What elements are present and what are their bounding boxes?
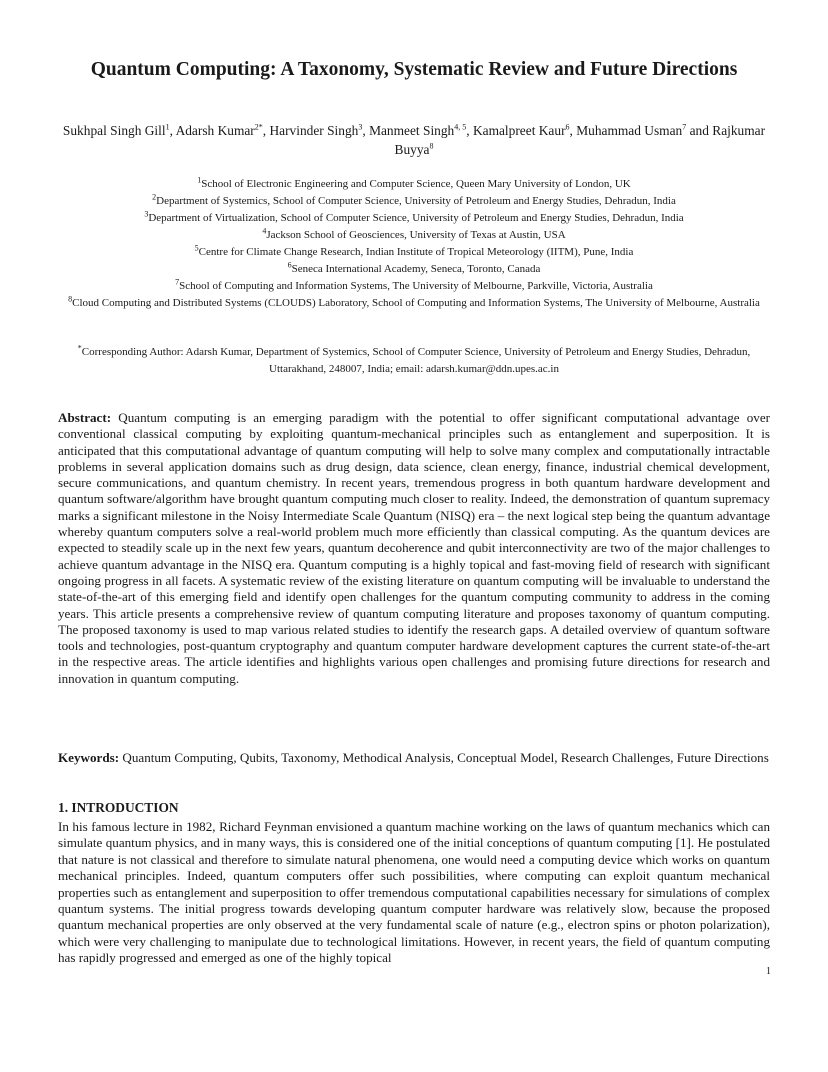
corresponding-mark: * xyxy=(77,343,82,353)
affiliation-list xyxy=(58,176,770,312)
affiliation-mark: 6 xyxy=(287,260,292,270)
affiliation-text: School of Computing and Information Systems, The University of Melbourne, Parkville, Victoria, Australia xyxy=(179,280,653,292)
abstract xyxy=(58,410,770,687)
introduction-paragraph: In his famous lecture in 1982, Richard Feynman envisioned a quantum machine working on the laws of quantum mechanics which can simulate quantum physics, and in many ways, this is considered one of the initial conceptions of quantum computing [1]. He postulated that nature is not classical and therefore to simulate natural phenomena, one would need a computing device which works on quantum mechanical principles. Indeed, quantum computers offer such possibilities, where computing can exploit quantum mechanical properties such as entanglement and superposition to offer tremendous computational capabilities necessary for simulations of complex quantum systems. The initial progress towards developing quantum computer hardware was relatively slow, because the proposed quantum mechanical properties are only observed at the very fundamental scale of nature (e.g., electron spins or photon polarization), which were very challenging to manipulate due to technological limitations. However, in recent years, the field of quantum computing has rapidly progressed and emerged as one of the highly topical xyxy=(58,819,770,966)
paper-title: Quantum Computing: A Taxonomy, Systematic Review and Future Directions xyxy=(90,59,738,80)
affiliation-text: Centre for Climate Change Research, Indian Institute of Tropical Meteorology (IITM), Pune, India xyxy=(198,246,634,258)
author-affiliation-mark: 2* xyxy=(254,122,263,132)
affiliation-mark: 7 xyxy=(175,277,180,287)
section-heading: 1. INTRODUCTION xyxy=(58,800,179,815)
author-affiliation-mark: 7 xyxy=(682,122,687,132)
affiliation xyxy=(58,176,770,193)
author-name: Adarsh Kumar xyxy=(175,123,255,138)
author xyxy=(269,123,362,138)
corresponding-author-note xyxy=(58,344,770,378)
author-affiliation-mark: 1 xyxy=(165,122,170,132)
author xyxy=(473,123,570,138)
affiliation-text: Department of Virtualization, School of Computer Science, University of Petroleum and Energy Studies, Dehradun, India xyxy=(148,212,684,224)
affiliation xyxy=(58,244,770,261)
affiliation xyxy=(58,261,770,278)
affiliation-text: Department of Systemics, School of Computer Science, University of Petroleum and Energy Studies, Dehradun, India xyxy=(156,195,676,207)
author-name: Sukhpal Singh Gill xyxy=(62,123,166,138)
author xyxy=(369,123,466,138)
author-affiliation-mark: 8 xyxy=(429,141,434,151)
corresponding-text: Corresponding Author: Adarsh Kumar, Department of Systemics, School of Computer Science, University of Petroleum and Energy Studies, Dehradun, Uttarakhand, 248007, India; email: adarsh.kumar@ddn.upes.ac.in xyxy=(81,346,751,375)
author xyxy=(576,123,686,138)
author-name: Manmeet Singh xyxy=(369,123,455,138)
keywords-text: Quantum Computing, Qubits, Taxonomy, Methodical Analysis, Conceptual Model, Research Challenges, Future Directions xyxy=(122,750,769,765)
author-name: Muhammad Usman xyxy=(576,123,683,138)
author xyxy=(176,123,263,138)
affiliation-mark: 4 xyxy=(262,226,267,236)
affiliation xyxy=(58,278,770,295)
affiliation-mark: 8 xyxy=(68,294,73,304)
author-affiliation-mark: 3 xyxy=(358,122,363,132)
affiliation-text: Jackson School of Geosciences, University of Texas at Austin, USA xyxy=(266,229,566,241)
author-affiliation-mark: 4, 5 xyxy=(454,122,467,132)
author-name: Harvinder Singh xyxy=(269,123,359,138)
affiliation xyxy=(58,295,770,312)
author-name: Rajkumar Buyya xyxy=(394,123,766,157)
page-number: 1 xyxy=(766,966,771,977)
affiliation xyxy=(58,193,770,210)
affiliation-mark: 2 xyxy=(152,192,157,202)
affiliation xyxy=(58,227,770,244)
abstract-text: Quantum computing is an emerging paradigm with the potential to offer significant computational advantage over conventional classical computing by exploiting quantum-mechanical principles such as entanglement and superposition. It is anticipated that this computational advantage of quantum computing will help to solve many complex and computationally intractable problems in several application domains such as drug design, data science, clean energy, finance, industrial chemical development, secure communications, and quantum chemistry. In recent years, tremendous progress in both quantum hardware development and quantum software/algorithm have brought quantum computing much closer to reality. Indeed, the demonstration of quantum supremacy marks a significant milestone in the Noisy Intermediate Scale Quantum (NISQ) era – the next logical step being the quantum advantage whereby quantum computers solve a real-world problem much more efficiently than classical computing. As the quantum devices are expected to steadily scale up in the next few years, quantum decoherence and qubit interconnectivity are two of the major challenges to achieve quantum advantage in the NISQ era. Quantum computing is a highly topical and fast-moving field of research with significant ongoing progress in all facets. A systematic review of the existing literature on quantum computing will be invaluable to understand the state-of-the-art of this emerging field and identify open challenges for the quantum computing community to address in the coming years. This article presents a comprehensive review of quantum computing literature and proposes taxonomy of quantum computing. The proposed taxonomy is used to map various related studies to identify the research gaps. A detailed overview of quantum software tools and technologies, post-quantum cryptography and quantum computer hardware development captures the current state-of-the-art in the respective areas. The article identifies and highlights various open challenges and promising future directions for research and innovation in quantum computing. xyxy=(58,410,770,686)
author xyxy=(63,123,170,138)
keywords-label: Keywords: xyxy=(58,750,120,765)
affiliation-mark: 5 xyxy=(194,243,199,253)
affiliation-mark: 3 xyxy=(144,209,149,219)
affiliation-text: Seneca International Academy, Seneca, Toronto, Canada xyxy=(291,263,541,275)
abstract-label: Abstract: xyxy=(58,410,112,425)
author-affiliation-mark: 6 xyxy=(565,122,570,132)
affiliation xyxy=(58,210,770,227)
affiliation-text: School of Electronic Engineering and Computer Science, Queen Mary University of London, UK xyxy=(201,178,631,190)
author-list: Sukhpal Singh Gill$^1$, Adarsh Kumar$^{2*}$, Harvinder Singh$^3$, Manmeet Singh$^{4, 5}$, Kamalpreet Kaur$^6$, Muhammad Usman$^7$ and Rajkumar Buyya$^8$ xyxy=(62,122,766,157)
affiliation-text: Cloud Computing and Distributed Systems (CLOUDS) Laboratory, School of Computing and Information Systems, The University of Melbourne, Australia xyxy=(72,297,760,309)
keywords xyxy=(58,748,770,767)
author-name: Kamalpreet Kaur xyxy=(472,123,566,138)
affiliation-mark: 1 xyxy=(197,175,202,185)
